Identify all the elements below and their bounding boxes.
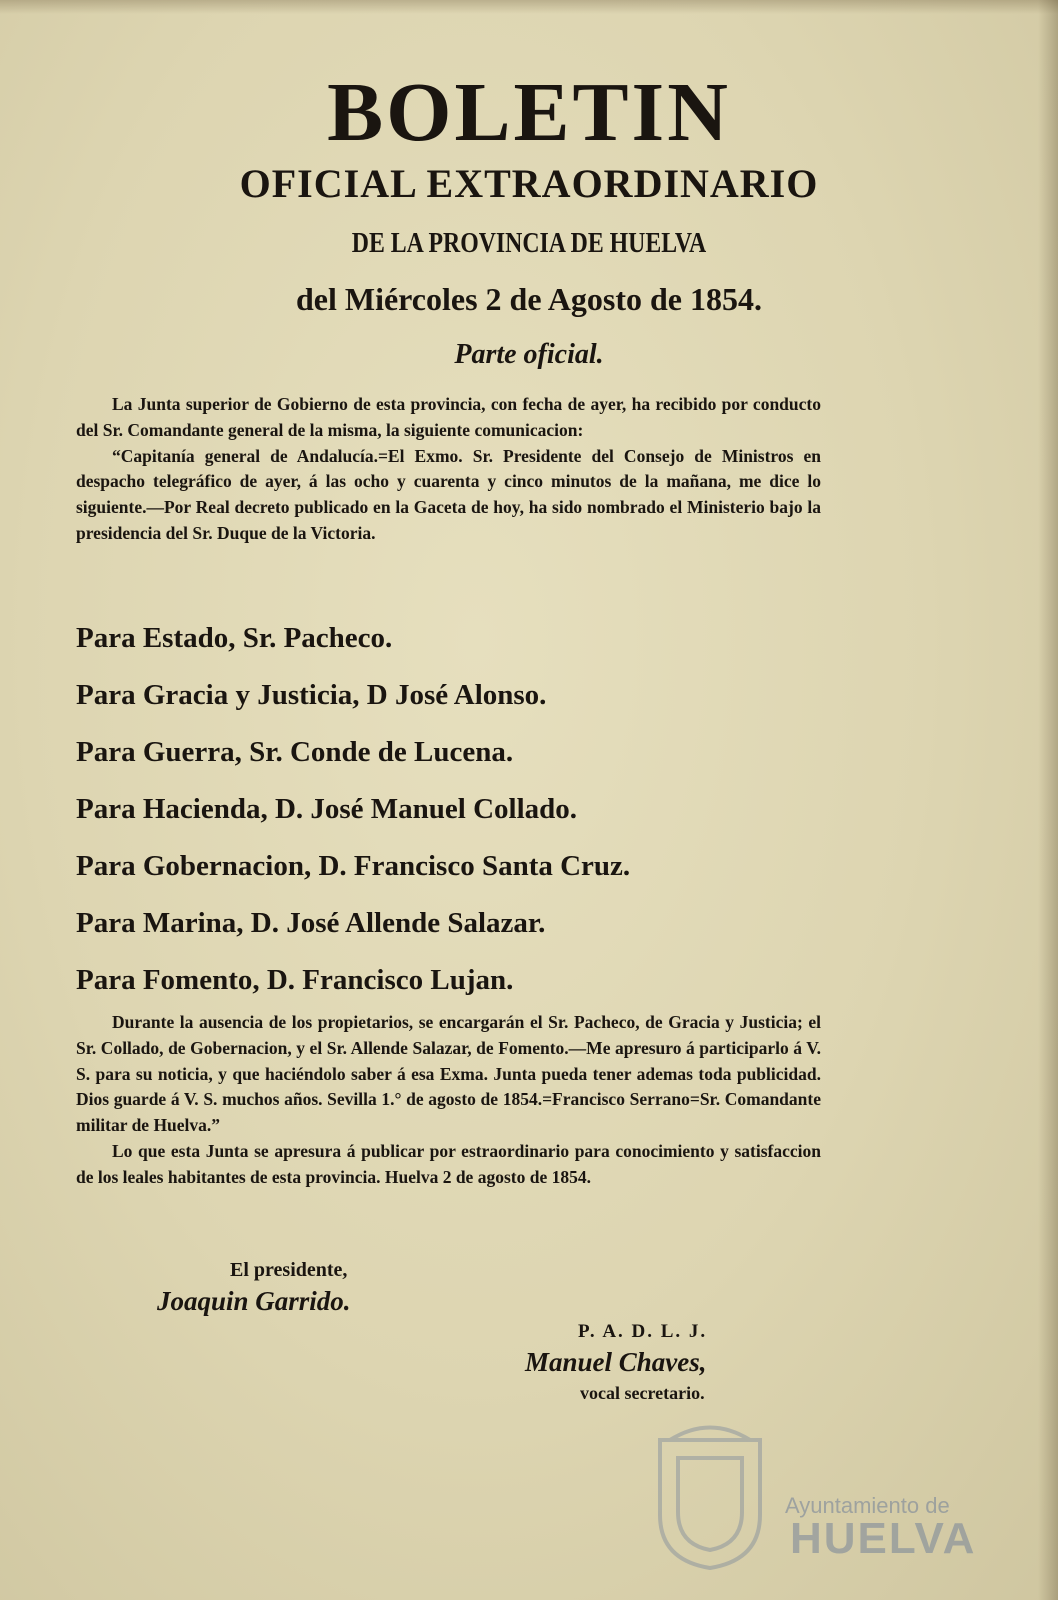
intro-text xyxy=(76,392,821,547)
watermark-text-line1: Ayuntamiento de xyxy=(785,1493,950,1518)
watermark-text-line2: HUELVA xyxy=(790,1514,977,1563)
date-line: del Miércoles 2 de Agosto de 1854. xyxy=(295,281,762,317)
page-edge-shadow-right xyxy=(1038,0,1058,1600)
closing-paragraph: Durante la ausencia de los propietarios, se encargarán el Sr. Pacheco, de Gracia y Justicia; el Sr. Collado, de Gobernacion, y el Sr. Allende Salazar, de Fomento.—Me apresuro á participarlo á V. S. para su noticia, y que haciéndolo saber á esa Exma. Junta pueda tener ademas toda publicidad. Dios guarde á V. S. muchos años. Sevilla 1.° de agosto de 1854.=Francisco Serrano=Sr. Comandante militar de Huelva.” xyxy=(76,1012,821,1136)
padlj-initials: P. A. D. L. J. xyxy=(578,1321,708,1342)
secretary-title: vocal secretario. xyxy=(580,1383,705,1403)
section-heading: Parte oficial. xyxy=(454,339,604,370)
closing-text xyxy=(76,1010,821,1191)
appointment-gobernacion: Para Gobernacion, D. Francisco Santa Cruz. xyxy=(76,850,631,882)
president-name: Joaquin Garrido. xyxy=(157,1286,351,1316)
publication-paragraph: Lo que esta Junta se apresura á publicar por estraordinario para conocimiento y satisfaccion de los leales habitantes de esta provincia. Huelva 2 de agosto de 1854. xyxy=(76,1140,821,1187)
appointment-estado: Para Estado, Sr. Pacheco. xyxy=(76,622,393,654)
appointment-fomento: Para Fomento, D. Francisco Lujan. xyxy=(76,964,514,996)
province-line: DE LA PROVINCIA DE HUELVA xyxy=(351,228,707,259)
appointment-hacienda: Para Hacienda, D. José Manuel Collado. xyxy=(76,793,578,825)
bulletin-subtitle: OFICIAL EXTRAORDINARIO xyxy=(239,161,819,206)
telegram-paragraph: “Capitanía general de Andalucía.=El Exmo. Sr. Presidente del Consejo de Ministros en despacho telegráfico de ayer, á las ocho y cuarenta y cinco minutos de la mañana, me dice lo siguiente.—Por Real decreto publicado en la Gaceta de hoy, ha sido nombrado el Ministerio bajo la presidencia del Sr. Duque de la Victoria. xyxy=(76,445,821,543)
appointments-list xyxy=(76,610,836,1009)
appointment-marina: Para Marina, D. José Allende Salazar. xyxy=(76,907,546,939)
appointment-guerra: Para Guerra, Sr. Conde de Lucena. xyxy=(76,736,514,768)
secretary-name: Manuel Chaves, xyxy=(525,1347,707,1377)
appointment-gracia-justicia: Para Gracia y Justicia, D José Alonso. xyxy=(76,679,547,711)
page-edge-shadow-top xyxy=(0,0,1058,14)
intro-paragraph: La Junta superior de Gobierno de esta provincia, con fecha de ayer, ha recibido por conducto del Sr. Comandante general de la misma, la siguiente comunicacion: xyxy=(76,394,821,440)
bulletin-title: BOLETIN xyxy=(327,66,731,159)
president-title: El presidente, xyxy=(230,1259,348,1281)
